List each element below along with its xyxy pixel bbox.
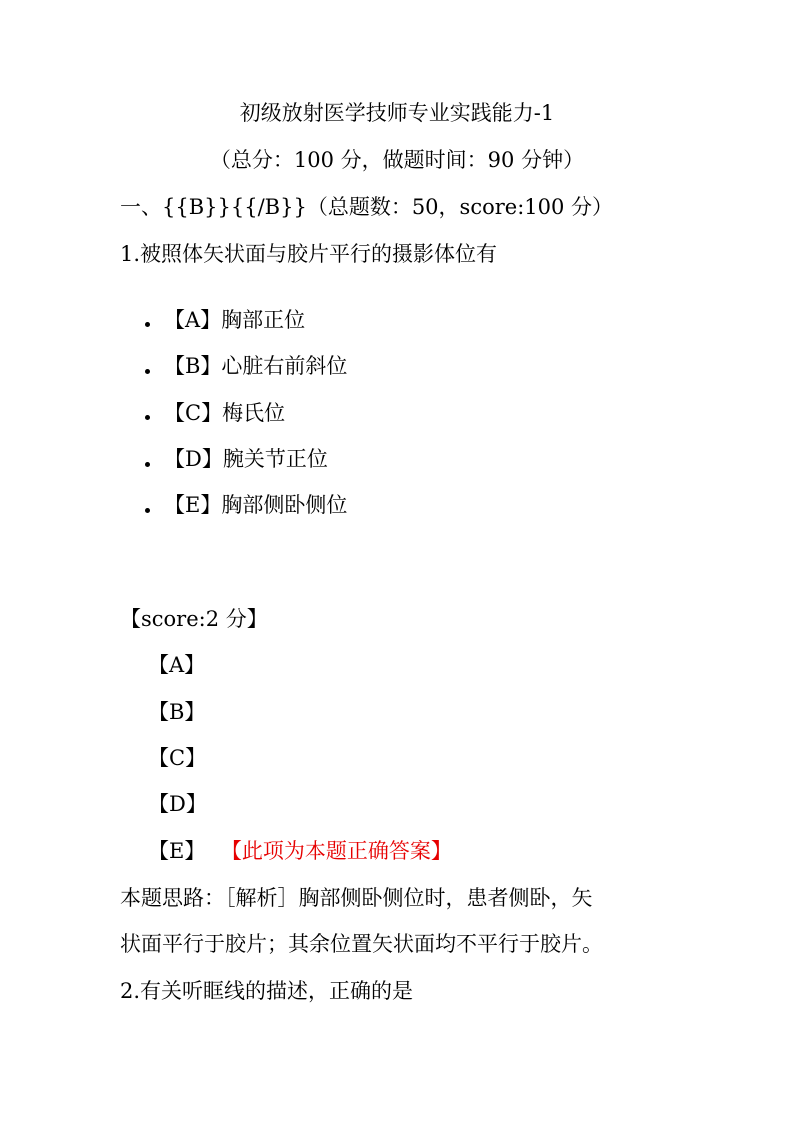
bullet-icon bbox=[145, 369, 150, 374]
bullet-icon bbox=[145, 415, 150, 420]
explanation-line-2: 状面平行于胶片；其余位置矢状面均不平行于胶片。 bbox=[120, 932, 603, 956]
option-a: 【A】胸部正位 bbox=[164, 308, 306, 332]
answer-choice-c: 【C】 bbox=[148, 746, 207, 770]
answer-choice-b: 【B】 bbox=[148, 700, 206, 724]
bullet-icon bbox=[145, 462, 150, 467]
answer-choice-e-row bbox=[148, 836, 452, 866]
option-c: 【C】梅氏位 bbox=[164, 401, 286, 425]
answer-choice-e: 【E】 bbox=[148, 839, 206, 863]
bullet-icon bbox=[145, 508, 150, 513]
answer-choice-d: 【D】 bbox=[148, 792, 207, 816]
question-1-stem: 1.被照体矢状面与胶片平行的摄影体位有 bbox=[120, 242, 498, 266]
section-heading: 一、{{B}}{{/B}}（总题数：50，score:100 分） bbox=[120, 195, 614, 219]
document-subtitle: （总分：100 分，做题时间：90 分钟） bbox=[209, 148, 585, 172]
option-d: 【D】腕关节正位 bbox=[164, 447, 328, 471]
explanation-line-1: 本题思路：［解析］胸部侧卧侧位时，患者侧卧，矢 bbox=[120, 886, 593, 910]
option-e: 【E】胸部侧卧侧位 bbox=[164, 493, 348, 517]
answer-choice-a: 【A】 bbox=[148, 653, 206, 677]
score-label: 【score:2 分】 bbox=[120, 607, 268, 631]
option-b: 【B】心脏右前斜位 bbox=[164, 354, 348, 378]
question-2-stem: 2.有关听眶线的描述，正确的是 bbox=[120, 979, 414, 1003]
document-title: 初级放射医学技师专业实践能力-1 bbox=[239, 101, 555, 125]
bullet-icon bbox=[145, 322, 150, 327]
correct-answer-marker: 【此项为本题正确答案】 bbox=[231, 839, 452, 863]
